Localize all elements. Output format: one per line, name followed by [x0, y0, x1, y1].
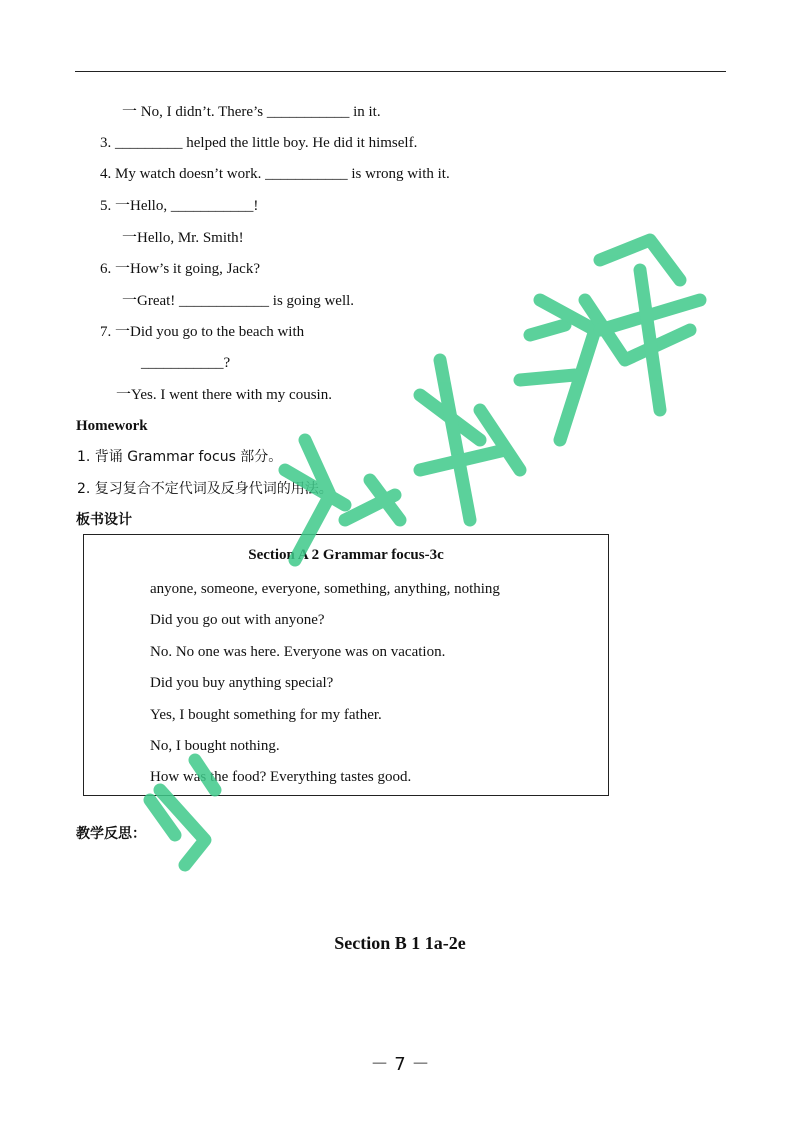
exercise-7-blank: ___________?	[141, 355, 231, 371]
board-line: Yes, I bought something for my father.	[150, 707, 382, 723]
exercise-7-answer: 一Yes. I went there with my cousin.	[116, 387, 332, 403]
board-line: No. No one was here. Everyone was on vacation.	[150, 644, 446, 660]
exercise-6-answer: 一Great! ____________ is going well.	[122, 293, 355, 309]
board-design-heading: 板书设计	[76, 512, 132, 528]
board-title: Section A 2 Grammar focus-3c	[248, 547, 444, 563]
board-line: anyone, someone, everyone, something, anything, nothing	[150, 581, 500, 597]
header-rule	[75, 71, 726, 72]
page-number: － 7 －	[370, 1054, 430, 1075]
exercise-5-answer: 一Hello, Mr. Smith!	[122, 230, 244, 246]
exercise-2-answer: 一 No, I didn’t. There’s ___________ in it.	[122, 104, 381, 120]
exercise-4: 4. My watch doesn’t work. ___________ is wrong with it.	[100, 166, 450, 182]
homework-item-2: 2. 复习复合不定代词及反身代词的用法。	[77, 481, 333, 497]
exercise-3: 3. _________ helped the little boy. He did it himself.	[100, 135, 418, 151]
board-design-box	[83, 534, 609, 796]
exercise-5-question: 5. 一Hello, ___________!	[100, 198, 259, 214]
board-line: No, I bought nothing.	[150, 738, 280, 754]
board-line: Did you buy anything special?	[150, 675, 334, 691]
exercise-7-question: 7. 一Did you go to the beach with	[100, 324, 305, 340]
section-heading: Section B 1 1a-2e	[334, 933, 466, 953]
homework-heading: Homework	[76, 418, 148, 434]
homework-item-1: 1. 背诵 Grammar focus 部分。	[77, 449, 283, 465]
board-line: How was the food? Everything tastes good.	[150, 769, 412, 785]
board-line: Did you go out with anyone?	[150, 612, 325, 628]
exercise-6-question: 6. 一How’s it going, Jack?	[100, 261, 260, 277]
reflection-heading: 教学反思：	[76, 826, 146, 842]
